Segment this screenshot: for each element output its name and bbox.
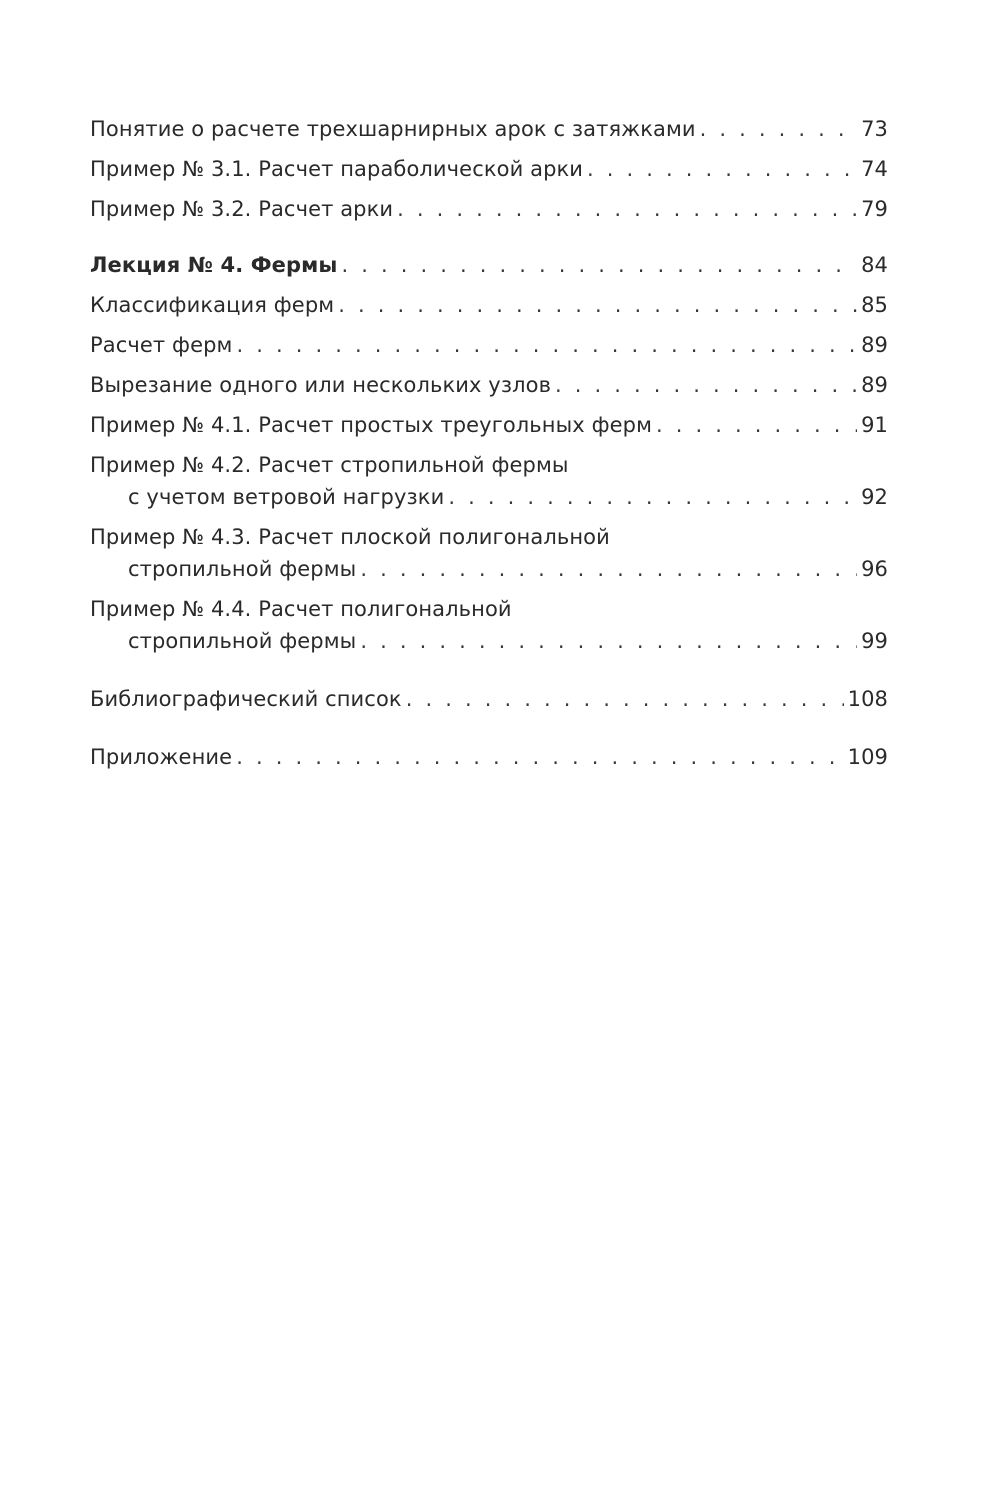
toc-entry-page-number: 85 [861,293,888,317]
toc-entry[interactable] [90,741,888,773]
dot-leader [236,741,843,773]
toc-entry-page-number: 96 [861,557,888,581]
toc-entry[interactable] [90,113,888,145]
toc-entry[interactable] [90,289,888,321]
toc-entry-title: Пример № 4.2. Расчет стропильной фермы [90,453,569,477]
toc-entry[interactable] [90,369,888,401]
toc-entry-page-number: 99 [861,629,888,653]
toc-entry-title: Пример № 4.4. Расчет полигональной [90,597,512,621]
toc-entry-title: стропильной фермы [128,557,357,581]
toc-entry-title: Лекция № 4. Фермы [90,253,338,277]
dot-leader [360,625,857,657]
toc-entry-page-number: 84 [861,253,888,277]
toc-entry-page-number: 108 [847,687,888,711]
toc-entry-page-number: 89 [861,373,888,397]
toc-entry[interactable] [90,449,888,513]
toc-entry-title: Пример № 3.2. Расчет арки [90,197,394,221]
dot-leader [360,553,857,585]
table-of-contents [90,113,888,773]
toc-entry[interactable] [90,249,888,281]
toc-entry[interactable] [90,593,888,657]
dot-leader [587,153,857,185]
dot-leader [555,369,857,401]
toc-entry[interactable] [90,409,888,441]
dot-leader [341,249,857,281]
toc-entry-page-number: 91 [861,413,888,437]
toc-entry-page-number: 79 [861,197,888,221]
toc-entry-page-number: 92 [861,485,888,509]
dot-leader [656,409,857,441]
toc-entry[interactable] [90,153,888,185]
toc-entry-title: Классификация ферм [90,293,335,317]
dot-leader [236,329,857,361]
toc-entry-page-number: 89 [861,333,888,357]
toc-entry-title: стропильной фермы [128,629,357,653]
toc-entry-page-number: 109 [847,745,888,769]
toc-entry-title: Библиографический список [90,687,402,711]
dot-leader [338,289,857,321]
toc-entry[interactable] [90,521,888,585]
dot-leader [397,193,857,225]
dot-leader [406,683,844,715]
toc-entry-title: Расчет ферм [90,333,233,357]
toc-entry-title: Приложение [90,745,233,769]
dot-leader [700,113,857,145]
toc-entry-title: Понятие о расчете трехшарнирных арок с затяжками [90,117,696,141]
toc-entry-title: Пример № 4.1. Расчет простых треугольных ферм [90,413,653,437]
toc-entry-page-number: 73 [861,117,888,141]
toc-entry-title: с учетом ветровой нагрузки [128,485,445,509]
toc-entry[interactable] [90,193,888,225]
dot-leader [448,481,857,513]
toc-entry[interactable] [90,683,888,715]
toc-entry-title: Пример № 4.3. Расчет плоской полигональной [90,525,610,549]
toc-entry-title: Вырезание одного или нескольких узлов [90,373,552,397]
toc-entry-title: Пример № 3.1. Расчет параболической арки [90,157,584,181]
toc-entry[interactable] [90,329,888,361]
toc-entry-page-number: 74 [861,157,888,181]
